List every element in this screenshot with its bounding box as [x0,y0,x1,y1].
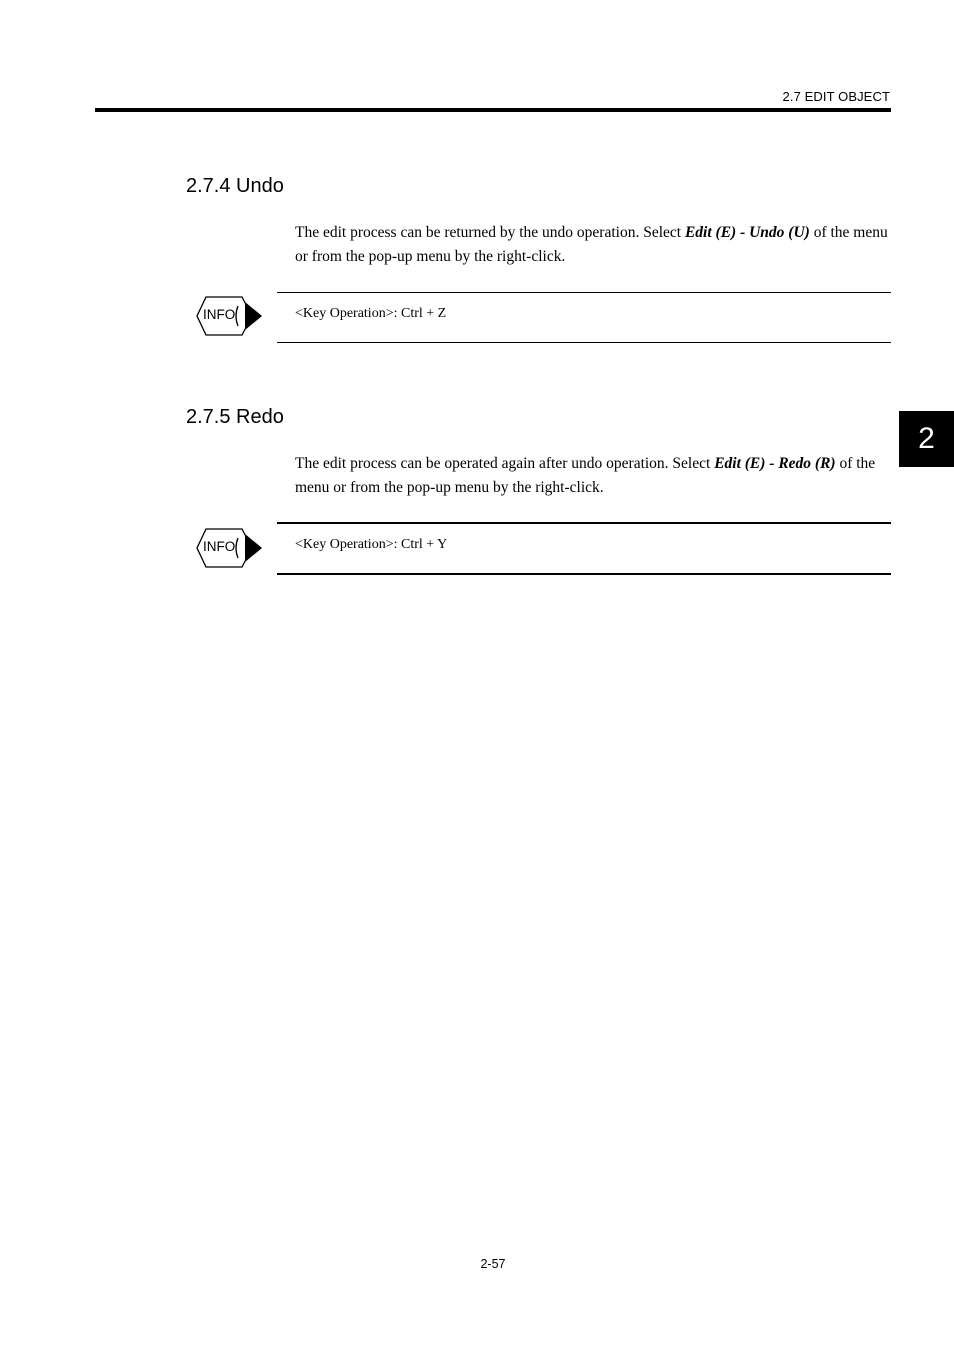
key-operation-text: <Key Operation>: Ctrl + Z [295,306,447,321]
info-box-redo [277,522,891,575]
running-head: 2.7 EDIT OBJECT [782,89,890,104]
body-text: of the menu or from the pop-up menu by the right-click. [295,455,876,496]
info-icon [196,296,262,336]
chapter-tab: 2 [899,411,954,467]
body-text: The edit process can be returned by the undo operation. Select [295,224,685,241]
menu-path: Edit (E) - Redo (R) [714,455,836,472]
body-text: of the menu or from the pop-up menu by the right-click. [295,224,888,265]
info-icon-label: INFO [203,307,236,322]
key-operation-text: <Key Operation>: Ctrl + Y [295,537,448,552]
info-box-undo [277,292,891,343]
info-icon-label: INFO [203,539,236,554]
section-body-redo [295,452,895,500]
body-text: The edit process can be operated again after undo operation. Select [295,455,715,472]
menu-path: Edit (E) - Undo (U) [684,224,810,241]
page-number: 2-57 [480,1257,506,1271]
section-heading-redo: 2.7.5 Redo [186,406,284,428]
info-icon [196,528,262,568]
header-rule [95,108,891,112]
section-body-undo [295,221,895,269]
section-heading-undo: 2.7.4 Undo [186,175,284,197]
